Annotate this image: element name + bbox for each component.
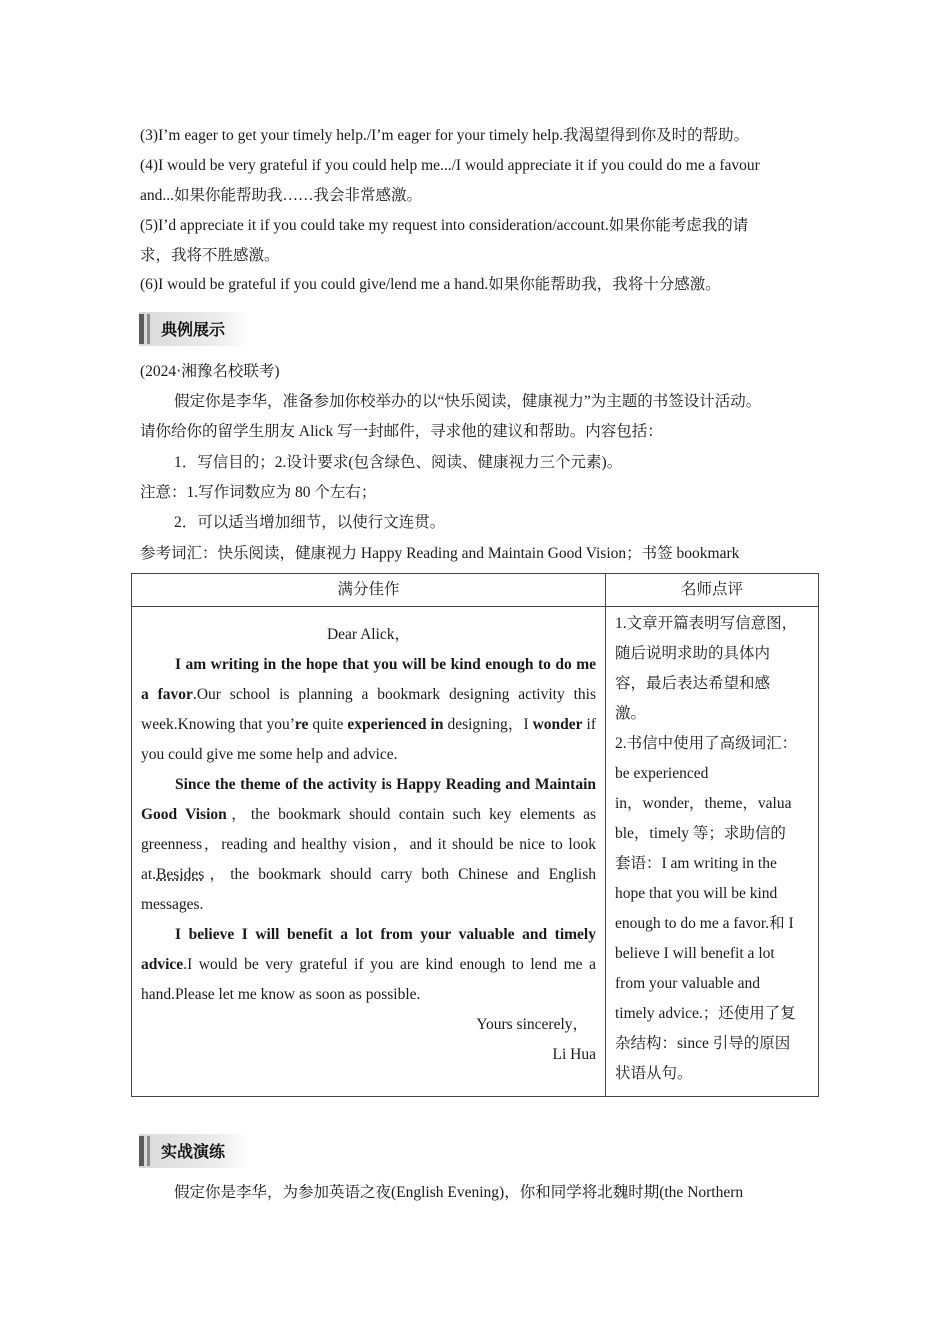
model-essay-table xyxy=(131,573,819,1097)
essay-paragraph: I am writing in the hope that you will be kind enough to do me a favor.Our school is planning a bookmark designing activity this week.Knowing that you’re quite experienced in designing，I wonder if you could give me some help and advice. xyxy=(141,656,596,763)
comment-line: 杂结构：since 引导的原因 xyxy=(615,1035,791,1052)
comment-line: 激。 xyxy=(615,705,647,722)
closing: Yours sincerely， xyxy=(476,1016,588,1033)
section-heading-example xyxy=(139,312,249,346)
phrase-line: (4)I would be very grateful if you could help me.../I would appreciate it if you could do me a favour xyxy=(140,157,760,174)
comment-line: ble，timely 等；求助信的 xyxy=(615,825,786,842)
signature: Li Hua xyxy=(552,1046,596,1063)
comment-line: 随后说明求助的具体内 xyxy=(615,645,771,662)
practice-prompt: 假定你是李华，为参加英语之夜(English Evening)，你和同学将北魏时期(the Northern xyxy=(174,1184,744,1201)
comment-cell xyxy=(606,607,819,1097)
essay-paragraph: I believe I will benefit a lot from your valuable and timely advice.I would be very grateful if you are kind enough to lend me a hand.Please let me know as soon as possible. xyxy=(141,926,596,1003)
heading-bar xyxy=(147,314,150,344)
content-points: 1．写信目的；2.设计要求(包含绿色、阅读、健康视力三个元素)。 xyxy=(174,454,623,471)
phrase-line: (6)I would be grateful if you could give/lend me a hand.如果你能帮助我，我将十分感激。 xyxy=(140,276,721,293)
source-label: (2024·湘豫名校联考) xyxy=(140,363,280,380)
comment-line: in，wonder，theme，valua xyxy=(615,795,792,812)
note-line: 注意：1.写作词数应为 80 个左右； xyxy=(140,484,377,501)
prompt-line: 假定你是李华，准备参加你校举办的以“快乐阅读，健康视力”为主题的书签设计活动。 xyxy=(174,393,762,410)
comment-line: 容，最后表达希望和感 xyxy=(615,675,771,692)
prompt-line: 请你给你的留学生朋友 Alick 写一封邮件，寻求他的建议和帮助。内容包括： xyxy=(140,423,663,440)
comment-line: 状语从句。 xyxy=(615,1065,693,1082)
heading-bar xyxy=(147,1136,150,1166)
note-line: 2．可以适当增加细节，以使行文连贯。 xyxy=(174,514,446,531)
heading-bar xyxy=(139,1136,144,1166)
vocab-line: 参考词汇：快乐阅读，健康视力 Happy Reading and Maintain Good Vision；书签 bookmark xyxy=(140,545,740,562)
comment-line: enough to do me a favor.和 I xyxy=(615,915,794,932)
comment-line: 1.文章开篇表明写信意图， xyxy=(615,615,798,632)
section-heading-practice xyxy=(139,1134,249,1168)
section-title: 典例展示 xyxy=(161,320,226,339)
section-title: 实战演练 xyxy=(161,1142,226,1161)
comment-line: be experienced xyxy=(615,765,709,782)
comment-line: 2.书信中使用了高级词汇： xyxy=(615,735,798,752)
essay-paragraph: Since the theme of the activity is Happy Reading and Maintain Good Vision，the bookmark should contain such key elements as greenness，reading and healthy vision，and it should be nice to look at.Besides，the bookmark should carry both Chinese and English messages. xyxy=(141,776,596,913)
essay-cell xyxy=(132,607,606,1097)
phrase-line: 求，我将不胜感激。 xyxy=(140,247,280,264)
comment-line: hope that you will be kind xyxy=(615,885,778,902)
column-header-essay: 满分佳作 xyxy=(132,574,606,607)
comment-line: from your valuable and xyxy=(615,975,761,992)
phrase-line: and...如果你能帮助我……我会非常感激。 xyxy=(140,187,423,204)
comment-line: timely advice.；还使用了复 xyxy=(615,1005,796,1022)
phrase-line: (3)I’m eager to get your timely help./I’m eager for your timely help.我渴望得到你及时的帮助。 xyxy=(140,127,750,144)
greeting: Dear Alick， xyxy=(326,626,411,643)
phrase-line: (5)I’d appreciate it if you could take my request into consideration/account.如果你能考虑我的请 xyxy=(140,217,749,234)
comment-line: believe I will benefit a lot xyxy=(615,945,775,962)
heading-bar xyxy=(139,314,144,344)
comment-line: 套语：I am writing in the xyxy=(615,855,777,872)
column-header-comment: 名师点评 xyxy=(606,574,819,607)
